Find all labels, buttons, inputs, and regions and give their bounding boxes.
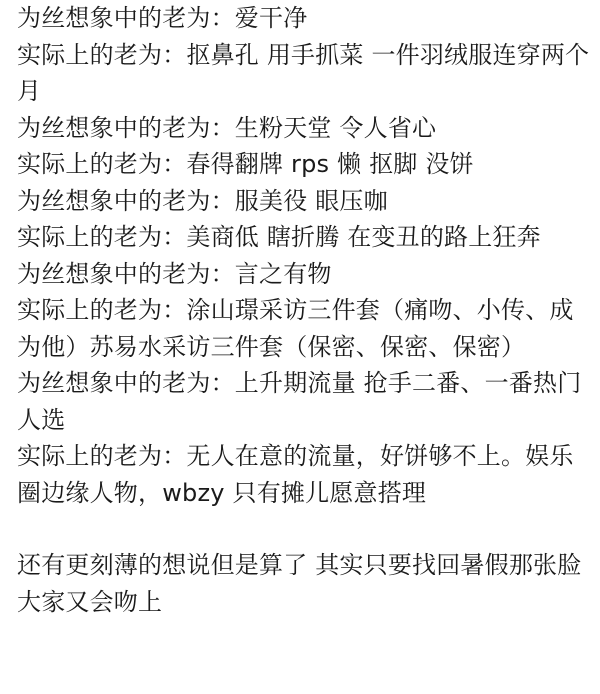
paragraph-imagined-looks: 为丝想象中的老为：服美役 眼压咖 (17, 186, 388, 215)
paragraph-actual-lazy: 实际上的老为：春得翻牌 rps 懒 抠脚 没饼 (17, 150, 474, 178)
paragraph-imagined-speech: 为丝想象中的老为：言之有物 (17, 259, 332, 288)
paragraph-actual-career: 实际上的老为：无人在意的流量，好饼够不上。娱乐圈边缘人物，wbzy 只有摊儿愿意搭理 (17, 442, 574, 507)
paragraph-actual-habits: 实际上的老为：抠鼻孔 用手抓菜 一件羽绒服连穿两个月 (17, 40, 590, 105)
paragraph-imagined-career: 为丝想象中的老为：上升期流量 抢手二番、一番热门人选 (17, 369, 582, 434)
paragraph-actual-looks: 实际上的老为：美商低 瞎折腾 在变丑的路上狂奔 (17, 223, 541, 251)
paragraph-spacer (17, 511, 592, 547)
paragraph-imagined-fans: 为丝想象中的老为：生粉天堂 令人省心 (17, 113, 437, 142)
paragraph-closing-remark: 还有更刻薄的想说但是算了 其实只要找回暑假那张脸大家又会吻上 (17, 551, 582, 616)
paragraph-actual-interviews: 实际上的老为：涂山璟采访三件套（痛吻、小传、成为他）苏易水采访三件套（保密、保密、保密） (17, 296, 574, 361)
paragraph-imagined-clean: 为丝想象中的老为：爱干净 (17, 4, 308, 32)
post-text (17, 0, 592, 620)
